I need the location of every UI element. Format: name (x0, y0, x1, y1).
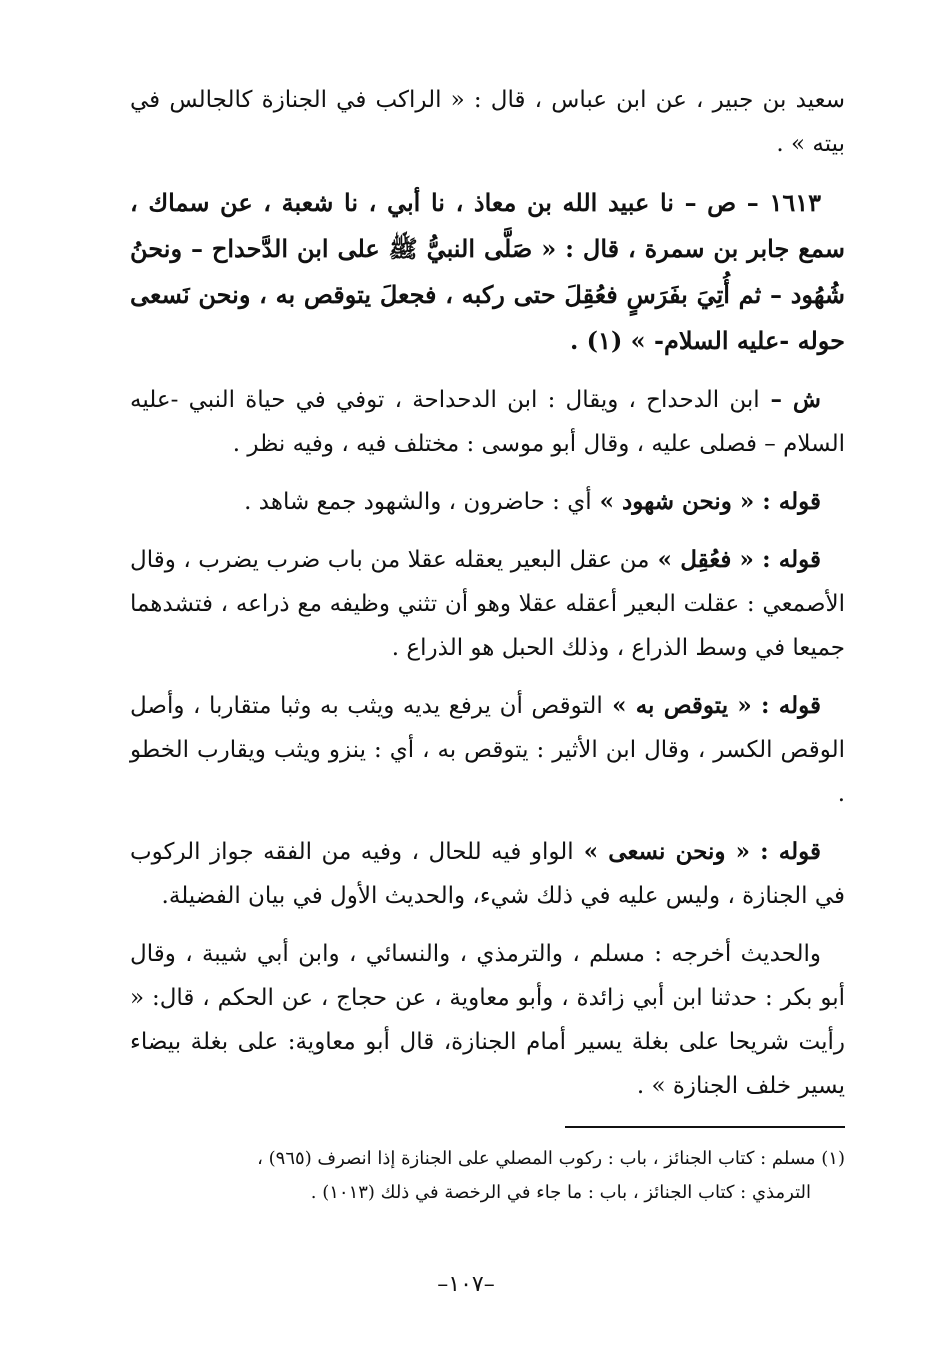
footnote-line: (١) مسلم : كتاب الجنائز ، باب : ركوب المصلي على الجنازة إذا انصرف (٩٦٥) ، (257, 1148, 845, 1169)
commentary-paragraph (130, 830, 845, 918)
paragraph-lead: قوله : « ونحن شهود » (591, 488, 821, 515)
paragraph-text: والحديث أخرجه : مسلم ، والترمذي ، والنسائي ، وابن أبي شيبة ، وقال أبو بكر : حدثنا ابن أبي زائدة ، وأبو معاوية ، عن حجاج ، عن الحكم ، قال: « رأيت شريحا على بغلة يسير أمام الجنازة، قال أبو معاوية: على بغلة بيضاء يسير خلف الجنازة » . (130, 941, 845, 1099)
paragraph-text: التوقص أن يرفع يديه ويثب به وثبا متقاربا ، وأصل الوقص الكسر ، وقال ابن الأثير : يتوقص به ، أي : ينزو ويثب ويقارب الخطو . (130, 693, 845, 807)
footnote-line: الترمذي : كتاب الجنائز ، باب : ما جاء في الرخصة في ذلك (١٠١٣) . (310, 1182, 811, 1203)
paragraph-lead: قوله : « ونحن نسعى » (573, 838, 821, 865)
paragraph-lead: قوله : « يتوقص به » (602, 692, 821, 719)
paragraph-lead: ش – (759, 386, 821, 413)
commentary-paragraph (130, 932, 845, 1108)
paragraph-text: الواو فيه للحال ، وفيه من الفقه جواز الركوب في الجنازة ، وليس عليه في ذلك شيء، والحديث الأول في بيان الفضيلة. (130, 839, 845, 909)
footnote-separator (565, 1126, 845, 1128)
commentary-paragraph (130, 480, 845, 524)
paragraph-lead: قوله : « فعُقِل » (649, 546, 821, 573)
paragraph-text: ١٦١٣ – ص – نا عبيد الله بن معاذ ، نا أبي ، نا شعبة ، عن سماك ، سمع جابر بن سمرة ، قال : « صَلَّى النبيُّ ﷺ على ابن الدَّحداح – ونحنُ شُهُود – ثم أُتِيَ بفَرَسٍ فعُقِلَ حتى ركبه ، فجعلَ يتوقص به ، ونحن نَسعى حوله -عليه السلام- » (١) . (130, 188, 845, 355)
commentary-paragraph (130, 684, 845, 816)
commentary-paragraph (130, 538, 845, 670)
page-body (130, 78, 845, 1122)
page-number: –١٠٧– (437, 1272, 495, 1297)
paragraph-text: ابن الدحداح ، ويقال : ابن الدحداحة ، توفي في حياة النبي -عليه السلام – فصلى عليه ، وقال أبو موسى : مختلف فيه ، وفيه نظر . (130, 387, 845, 457)
paragraph-continuation (130, 78, 845, 166)
hadith-1613 (130, 180, 845, 364)
paragraph-text: أي : حاضرون ، والشهود جمع شاهد . (244, 489, 592, 515)
paragraph-text: من عقل البعير يعقله عقلا من باب ضرب يضرب ، وقال الأصمعي : عقلت البعير أعقله عقلا وهو أن تثني وظيفه مع ذراعه ، فتشدهما جميعا في وسط الذراع ، وذلك الحبل هو الذراع . (130, 547, 845, 661)
footnotes (150, 1142, 845, 1210)
paragraph-text: سعيد بن جبير ، عن ابن عباس ، قال : « الراكب في الجنازة كالجالس في بيته » . (130, 87, 845, 157)
commentary-paragraph (130, 378, 845, 466)
